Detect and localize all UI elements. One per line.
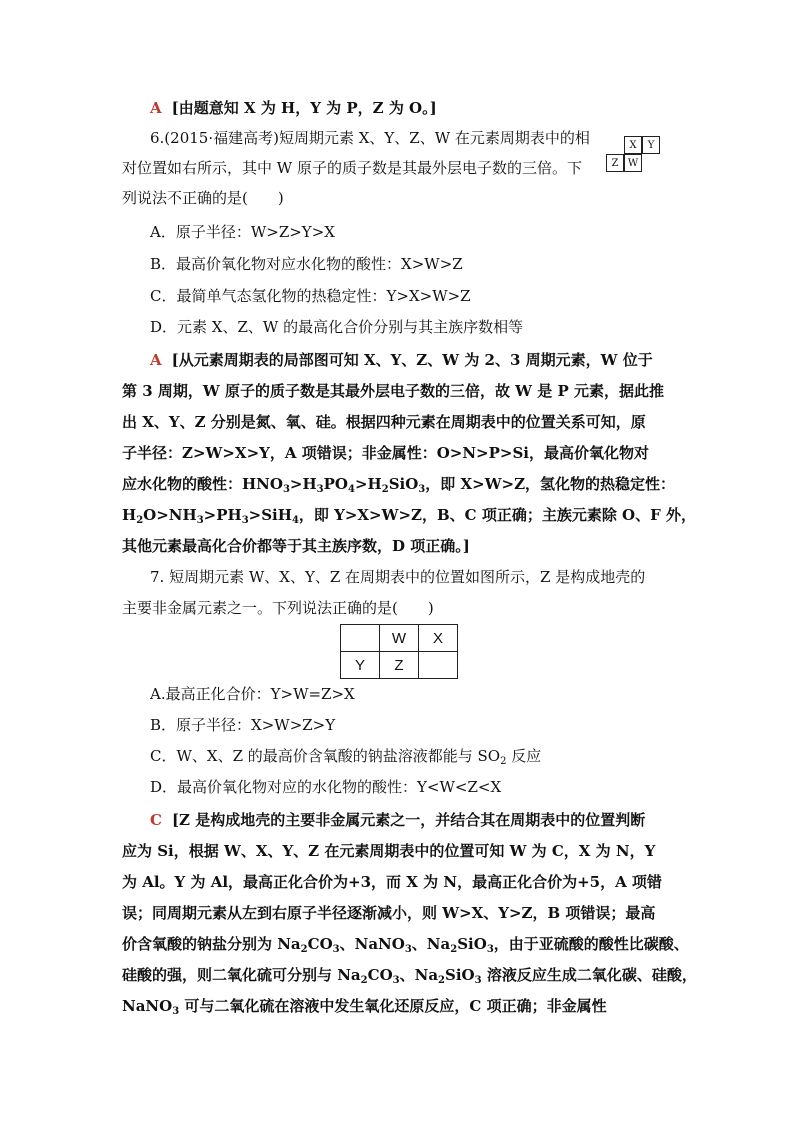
q7-table-cell-x: X: [419, 625, 458, 652]
q7-option-c: C．W、X、Z 的最高价含氧酸的钠盐溶液都能与 $SO_2$ 反应: [150, 747, 542, 767]
q5-answer-letter: A: [150, 99, 162, 117]
table-row: [341, 652, 458, 679]
q7-table-cell-w: W: [380, 625, 419, 652]
table-row: [341, 625, 458, 652]
q6-explanation-line-4: 子半径：Z>W>X>Y，A 项错误；非金属性：O>N>P>Si，最高价氧化物对: [122, 444, 650, 462]
q6-option-d: D．元素 X、Z、W 的最高化合价分别与其主族序数相等: [150, 318, 524, 336]
q6-grid-cell-y: Y: [642, 136, 660, 154]
q7-option-b: B．原子半径：X>W>Z>Y: [150, 716, 336, 734]
q6-option-b: B．最高价氧化物对应水化物的酸性：X>W>Z: [150, 255, 463, 273]
q7-explanation-line-6: 硅酸的强，则二氧化硫可分别与 $Na_2CO_3$、$Na_2SiO_3$ 溶液反应生成二氧化碳、硅酸，: [122, 966, 697, 986]
q6-option-c: C．最简单气态氢化物的热稳定性：Y>X>W>Z: [150, 287, 471, 305]
q7-explanation-line-2: 应为 Si，根据 W、X、Y、Z 在元素周期表中的位置可知 W 为 C，X 为 N，Y: [122, 842, 656, 860]
q7-stem-line-1: 7. 短周期元素 W、X、Y、Z 在周期表中的位置如图所示，Z 是构成地壳的: [150, 568, 646, 586]
q7-position-table: [340, 624, 458, 679]
q7-explanation-line-3: 为 Al。Y 为 Al，最高正化合价为+3，而 X 为 N，最高正化合价为+5，A 项错: [122, 873, 662, 891]
q6-explanation-line-1: A [从元素周期表的局部图可知 X、Y、Z、W 为 2、3 周期元素，W 位于: [150, 351, 653, 369]
q7-option-a: A.最高正化合价：Y>W=Z>X: [150, 685, 355, 703]
q7-stem-line-2: 主要非金属元素之一。下列说法正确的是( ): [122, 599, 434, 617]
q5-answer-text: [由题意知 X 为 H，Y 为 P，Z 为 O。]: [171, 99, 437, 117]
q7-answer-letter: C: [150, 811, 162, 829]
q6-stem-line-3: 列说法不正确的是( ): [122, 189, 284, 207]
q7-explanation-line-1: C [Z 是构成地壳的主要非金属元素之一，并结合其在周期表中的位置判断: [150, 811, 646, 829]
q7-explanation-line-5: 价含氧酸的钠盐分别为 $Na_2CO_3$、NaNO$_3$、$Na_2SiO_3$，由于亚硫酸的酸性比碳酸、: [122, 935, 689, 955]
q6-explanation-line-3: 出 X、Y、Z 分别是氮、氧、硅。根据四种元素在周期表中的位置关系可知，原: [122, 413, 646, 431]
q6-answer-letter: A: [150, 351, 162, 369]
q5-answer-line: [150, 98, 437, 118]
q7-table-cell-y: Y: [341, 652, 380, 679]
q6-grid-cell-z: Z: [606, 154, 624, 172]
q6-stem-line-1: 6.(2015·福建高考)短周期元素 X、Y、Z、W 在元素周期表中的相: [150, 129, 590, 147]
q6-stem-line-2: 对位置如右所示，其中 W 原子的质子数是其最外层电子数的三倍。下: [122, 159, 582, 177]
q6-explanation-line-7: 其他元素最高化合价都等于其主族序数，D 项正确。]: [122, 537, 470, 555]
q6-explanation-line-2: 第 3 周期，W 原子的质子数是其最外层电子数的三倍，故 W 是 P 元素，据此推: [122, 382, 664, 400]
q7-table-cell-z: Z: [380, 652, 419, 679]
q7-table-cell: [419, 652, 458, 679]
q7-table-cell: [341, 625, 380, 652]
q6-position-grid: [602, 136, 666, 176]
q6-grid-cell-x: X: [624, 136, 642, 154]
q6-option-a: A．原子半径：W>Z>Y>X: [150, 223, 335, 241]
q7-explanation-line-7: NaNO$_3$ 可与二氧化硫在溶液中发生氧化还原反应，C 项正确；非金属性: [122, 997, 607, 1017]
q6-grid-cell-w: W: [624, 154, 642, 172]
q6-explanation-line-5: 应水化物的酸性：$HNO_3>H_3PO_4>H_2SiO_3$，即 X>W>Z，氢化物的热稳定性：: [122, 475, 676, 495]
q7-explanation-line-4: 误；同周期元素从左到右原子半径逐渐减小，则 W>X、Y>Z，B 项错误；最高: [122, 904, 656, 922]
q7-option-d: D．最高价氧化物对应的水化物的酸性：Y<W<Z<X: [150, 778, 502, 796]
q6-explanation-line-6: $H_2O>NH_3>PH_3>SiH_4$，即 Y>X>W>Z，B、C 项正确；主族元素除 O、F 外，: [122, 506, 696, 526]
